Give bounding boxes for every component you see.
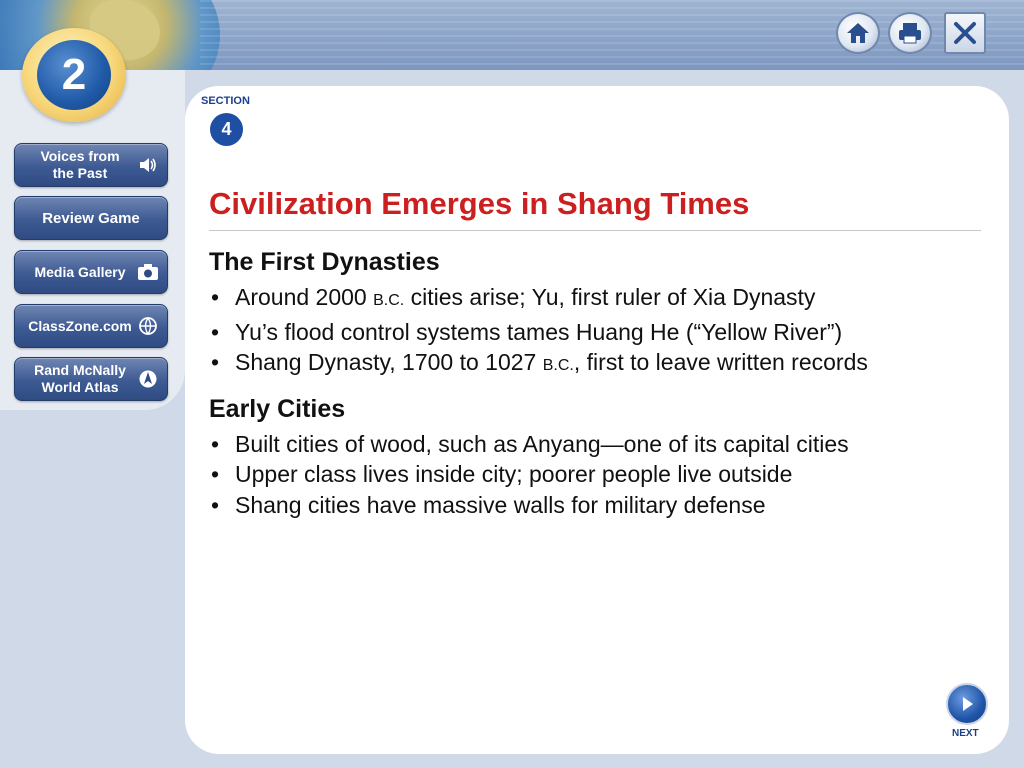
sidebar-item-label: ClassZone.com (28, 317, 132, 334)
bullet-list (209, 282, 889, 382)
sidebar-item-voices-from-the-past[interactable] (14, 143, 168, 187)
section-number: 4 (210, 113, 243, 146)
section-label: SECTION (201, 95, 250, 107)
page-title: Civilization Emerges in Shang Times (209, 186, 750, 221)
speaker-icon (137, 154, 159, 176)
sidebar-item-label: Rand McNally World Atlas (34, 362, 126, 395)
close-icon[interactable] (944, 12, 986, 54)
title-divider (209, 230, 981, 231)
list-item: • Shang cities have massive walls for military defense (209, 490, 889, 521)
next-label: NEXT (952, 728, 979, 739)
next-button[interactable] (946, 683, 988, 725)
sidebar-item-label: Review Game (42, 209, 140, 227)
print-icon[interactable] (888, 12, 932, 54)
group-heading: The First Dynasties (209, 248, 440, 276)
sidebar-item-review-game[interactable] (14, 196, 168, 240)
camera-icon (137, 261, 159, 283)
atlas-icon (137, 368, 159, 390)
sidebar-item-label: Voices from the Past (40, 148, 120, 181)
list-item: • Built cities of wood, such as Anyang—one of its capital cities (209, 429, 889, 460)
home-icon[interactable] (836, 12, 880, 54)
list-item: • Around 2000 B.C. cities arise; Yu, first ruler of Xia Dynasty (209, 282, 889, 317)
list-item: • Upper class lives inside city; poorer people live outside (209, 459, 889, 490)
sidebar-item-media-gallery[interactable] (14, 250, 168, 294)
slide-content (209, 246, 889, 520)
sidebar-item-rand-mcnally-atlas[interactable] (14, 357, 168, 401)
list-item: • Yu’s flood control systems tames Huang He (“Yellow River”) (209, 317, 889, 348)
sidebar-item-label: Media Gallery (34, 263, 126, 280)
chapter-badge (22, 28, 126, 122)
list-item: • Shang Dynasty, 1700 to 1027 B.C., first to leave written records (209, 347, 889, 382)
group-heading: Early Cities (209, 394, 346, 423)
play-arrow-icon (958, 695, 976, 713)
chapter-number: 2 (37, 40, 111, 110)
bullet-list (209, 429, 889, 521)
sidebar-item-classzone[interactable] (14, 304, 168, 348)
globe-icon (137, 315, 159, 337)
